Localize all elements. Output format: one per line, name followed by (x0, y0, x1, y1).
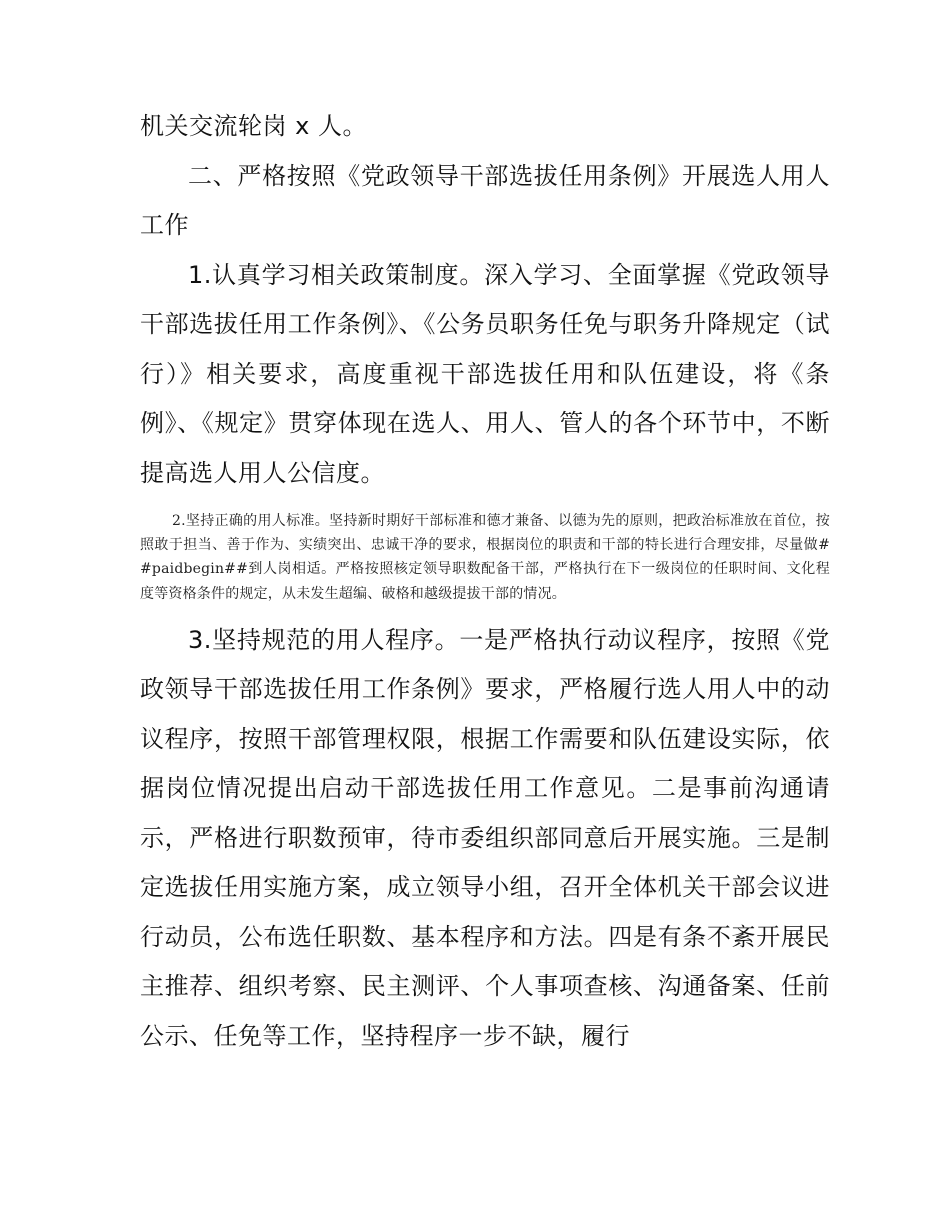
paragraph-continuation: 机关交流轮岗 x 人。 (140, 112, 367, 140)
paragraph-item-1: 1.认真学习相关政策制度。深入学习、全面掌握《党政领导干部选拔任用工作条例》、《公务员职务任免与职务升降规定（试行）》相关要求，高度重视干部选拔任用和队伍建设，将《条例》、《规定》贯穿体现在选人、用人、管人的各个环节中，不断提高选人用人公信度。 (140, 260, 830, 487)
paragraph-item-2: 2.坚持正确的用人标准。坚持新时期好干部标准和德才兼备、以德为先的原则，把政治标准放在首位，按照敢于担当、善于作为、实绩突出、忠诚干净的要求，根据岗位的职责和干部的特长进行合理安排，尽量做##paidbegin##到人岗相适。严格按照核定领导职数配备干部，严格执行在下一级岗位的任职时间、文化程度等资格条件的规定，从未发生超编、破格和越级提拔干部的情况。 (140, 513, 830, 602)
document-body (140, 102, 830, 1061)
paragraph-item-3: 3.坚持规范的用人程序。一是严格执行动议程序，按照《党政领导干部选拔任用工作条例》要求，严格履行选人用人中的动议程序，按照干部管理权限，根据工作需要和队伍建设实际，依据岗位情况提出启动干部选拔任用工作意见。二是事前沟通请示，严格进行职数预审，待市委组织部同意后开展实施。三是制定选拔任用实施方案，成立领导小组，召开全体机关干部会议进行动员，公布选任职数、基本程序和方法。四是有条不紊开展民主推荐、组织考察、民主测评、个人事项查核、沟通备案、任前公示、任免等工作，坚持程序一步不缺，履行 (140, 625, 830, 1050)
section-heading: 二、严格按照《党政领导干部选拔任用条例》开展选人用人工作 (140, 161, 830, 239)
